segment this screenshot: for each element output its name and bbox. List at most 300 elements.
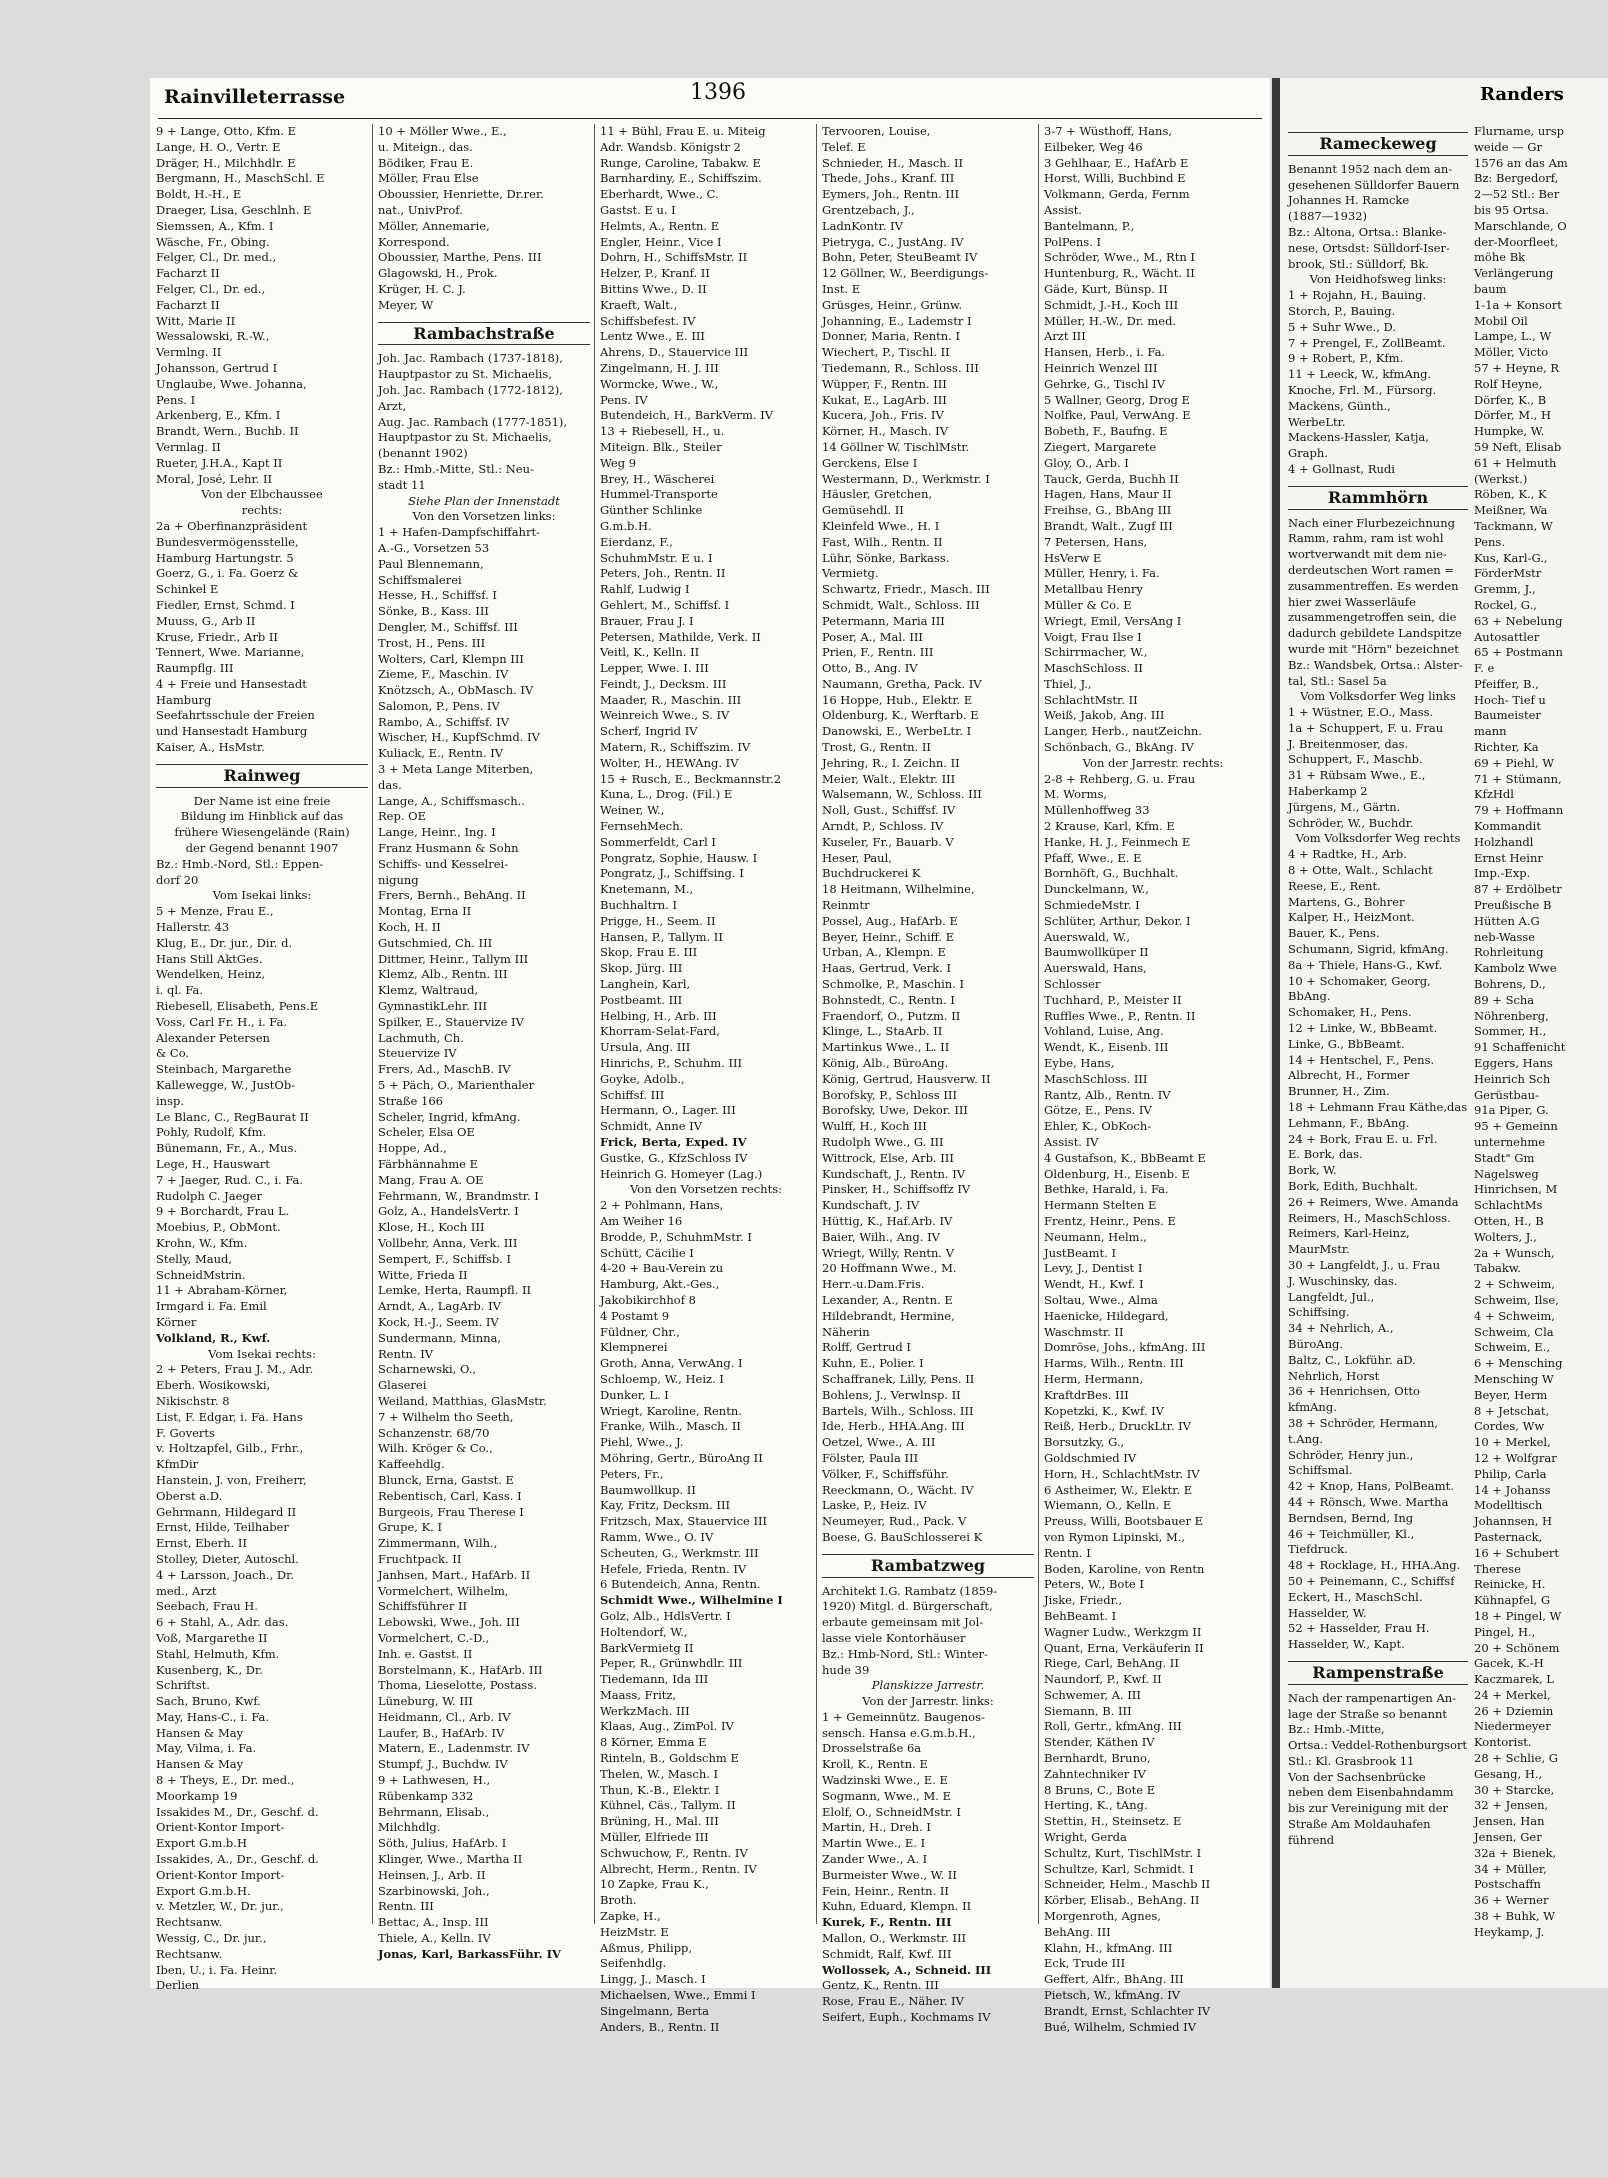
directory-entry: Borofsky, Uwe, Dekor. III [822, 1103, 968, 1118]
directory-entry: bis zur Vereinigung mit der [1288, 1801, 1449, 1816]
directory-entry: lage der Straße so benannt [1288, 1706, 1448, 1721]
directory-entry: F. e [1474, 661, 1495, 676]
directory-entry: hier zwei Wasserläufe [1288, 594, 1416, 609]
directory-entry: Nikischstr. 8 [156, 1393, 230, 1408]
directory-entry: Glaserei [378, 1378, 427, 1393]
directory-entry: 14 + Johanss [1474, 1482, 1551, 1497]
directory-entry: Schröder, Wwe., M., Rtn I [1044, 250, 1195, 265]
directory-entry: 5 Wallner, Georg, Drog E [1044, 392, 1190, 407]
directory-entry: 5 + Päch, O., Marienthaler [378, 1078, 535, 1093]
directory-entry: Mang, Frau A. OE [378, 1172, 484, 1187]
directory-entry: Schirrmacher, W., [1044, 645, 1148, 660]
directory-entry: Geffert, Alfr., BhAng. III [1044, 1972, 1184, 1987]
directory-entry: Steuervize IV [378, 1046, 457, 1061]
directory-entry: Wulff, H., Koch III [822, 1119, 927, 1134]
directory-entry: Schlüter, Arthur, Dekor. I [1044, 913, 1191, 928]
directory-entry: Hansen, Herb., i. Fa. [1044, 345, 1166, 360]
directory-entry: Wriegt, Willy, Rentn. V [822, 1245, 955, 1260]
directory-entry: Von der Jarrestr. rechts: [1082, 755, 1224, 770]
directory-entry: Scheler, Elsa OE [378, 1125, 475, 1140]
directory-entry: 20 Hoffmann Wwe., M. [822, 1261, 957, 1276]
directory-entry: Schwemer, A. III [1044, 1687, 1141, 1702]
directory-entry: Kuhn, Eduard, Klempn. II [822, 1899, 972, 1914]
directory-entry: Schiffsing. [1288, 1305, 1350, 1320]
directory-entry: Bittins Wwe., D. II [600, 281, 707, 296]
directory-entry: Vom Volksdorfer Weg rechts [1295, 831, 1461, 846]
directory-entry: Söth, Julius, HafArb. I [378, 1836, 507, 1851]
directory-entry: Kraeft, Walt., [600, 297, 678, 312]
directory-entry: Knoche, Frl. M., Fürsorg. [1288, 382, 1437, 397]
directory-entry: Gremm, J., [1474, 582, 1536, 597]
directory-entry: Johannes H. Ramcke [1288, 193, 1410, 208]
directory-entry: Kleinfeld Wwe., H. I [822, 518, 940, 533]
directory-entry: Mackens, Günth., [1288, 398, 1391, 413]
directory-entry: Arndt, A., LagArb. IV [378, 1299, 501, 1314]
directory-entry: Ernst, Eberh. II [156, 1536, 247, 1551]
directory-entry: 2-8 + Rehberg, G. u. Frau [1044, 771, 1196, 786]
street-heading: Rambachstraße [378, 322, 590, 346]
directory-entry: Möller, Victo [1474, 345, 1549, 360]
directory-entry: Vormelchert, C.-D., [378, 1630, 490, 1645]
directory-entry: Kühnel, Cäs., Tallym. II [600, 1798, 736, 1813]
directory-entry: Korrespond. [378, 234, 450, 249]
directory-entry: 8 Bruns, C., Bote E [1044, 1782, 1156, 1797]
directory-entry: Postschaffn [1474, 1877, 1541, 1892]
directory-entry: 3 + Meta Lange Miterben, [378, 762, 534, 777]
directory-entry: Skop, Jürg. III [600, 961, 683, 976]
directory-entry: möhe Bk [1474, 250, 1526, 265]
directory-entry: Hasselder, W., Kapt. [1288, 1637, 1405, 1652]
directory-entry: Herr.-u.Dam.Fris. [822, 1277, 925, 1292]
directory-entry: Schröder, Henry jun., [1288, 1447, 1414, 1462]
directory-entry: Prigge, H., Seem. II [600, 913, 716, 928]
directory-entry: Klahn, H., kfmAng. III [1044, 1940, 1173, 1955]
directory-entry: Lingg, J., Masch. I [600, 1972, 706, 1987]
directory-entry: erbaute gemeinsam mit Jol- [822, 1615, 984, 1630]
running-head-street: Rainvilleterrasse [164, 86, 346, 108]
directory-entry: Pens. IV [600, 392, 648, 407]
directory-entry: Schweim, Ilse, [1474, 1292, 1559, 1307]
directory-entry: Reeckmann, O., Wächt. IV [822, 1482, 974, 1497]
directory-entry: Hauptpastor zu St. Michaelis, [378, 430, 552, 445]
directory-entry: Rudolph Wwe., G. III [822, 1135, 944, 1149]
directory-entry: Imp.-Exp. [1474, 866, 1531, 881]
column-divider [816, 124, 817, 1924]
directory-entry: Assist. [1044, 202, 1082, 217]
directory-entry: Dunker, L. I [600, 1387, 669, 1402]
directory-entry: Bergmann, H., MaschSchl. E [156, 171, 325, 186]
directory-entry: Kuliack, E., Rentn. IV [378, 746, 504, 761]
directory-entry: 5 + Suhr Wwe., D. [1288, 319, 1397, 334]
directory-entry: Johanning, E., Lademstr I [822, 313, 972, 328]
directory-entry: Lange, A., Schiffsmasch.. [378, 793, 525, 808]
directory-entry: Marschlande, O [1474, 218, 1567, 233]
directory-entry: Wessalowski, R.-W., [156, 329, 270, 344]
directory-entry: Horst, Willi, Buchbind E [1044, 171, 1186, 186]
directory-entry: Götze, E., Pens. IV [1044, 1103, 1152, 1118]
directory-entry: Rockel, G., [1474, 597, 1537, 612]
directory-entry: Baier, Wilh., Ang. IV [822, 1229, 940, 1244]
directory-entry: tal, Stl.: Sasel 5a [1288, 673, 1387, 688]
directory-entry: Le Blanc, C., RegBaurat II [156, 1109, 309, 1124]
directory-entry: Schmidt, J.-H., Koch III [1044, 297, 1179, 312]
directory-entry: 6 Butendeich, Anna, Rentn. [600, 1577, 761, 1592]
directory-entry: lasse viele Kontorhäuser [822, 1630, 966, 1645]
directory-entry: Huntenburg, R., Wächt. II [1044, 266, 1195, 281]
directory-entry: Reimers, H., MaschSchloss. [1288, 1210, 1451, 1225]
directory-entry: Ursula, Ang. III [600, 1040, 691, 1055]
directory-entry: dorf 20 [156, 872, 199, 887]
directory-entry: Schwartz, Friedr., Masch. III [822, 582, 990, 597]
directory-entry: nat., UnivProf. [378, 202, 463, 217]
directory-entry: Laske, P., Heiz. IV [822, 1498, 927, 1513]
directory-entry: Scheler, Ingrid, kfmAng. [378, 1109, 521, 1124]
directory-entry: Jonas, Karl, BarkassFühr. IV [378, 1946, 561, 1961]
directory-page [150, 78, 1270, 2034]
directory-entry: Lange, Heinr., Ing. I [378, 825, 496, 840]
directory-entry: 14 + Hentschel, F., Pens. [1288, 1052, 1435, 1067]
directory-entry: Schlosser [1044, 977, 1101, 992]
directory-entry: Bz.: Hmb.-Mitte, [1288, 1722, 1385, 1737]
directory-entry: Soltau, Wwe., Alma [1044, 1292, 1158, 1307]
directory-entry: Bohnstedt, C., Rentn. I [822, 992, 955, 1007]
directory-entry: FörderMstr [1474, 566, 1542, 581]
directory-entry: Stender, Käthen IV [1044, 1735, 1155, 1750]
directory-entry: Johannsen, H [1474, 1514, 1553, 1529]
directory-entry: Lebowski, Wwe., Joh. III [378, 1615, 520, 1630]
directory-entry: Frers, Ad., MaschB. IV [378, 1062, 511, 1077]
directory-entry: 91 Schaffenicht [1474, 1040, 1566, 1055]
directory-entry: mann [1474, 724, 1507, 739]
directory-entry: Mackens-Hassler, Katja, [1288, 430, 1429, 445]
directory-entry: Dörfer, M., H [1474, 408, 1552, 423]
directory-entry: Westermann, D., Werkmstr. I [822, 471, 990, 486]
directory-entry: 11 + Abraham-Körner, [156, 1283, 288, 1298]
directory-entry: Der Name ist eine freie [193, 793, 331, 808]
directory-entry: Witt, Marie II [156, 313, 236, 328]
directory-entry: Khorram-Selat-Fard, [600, 1024, 720, 1039]
directory-entry: Raumpflg. III [156, 661, 234, 676]
directory-entry: Iben, U., i. Fa. Heinr. [156, 1962, 278, 1977]
directory-entry: 8 + Jetschat, [1474, 1403, 1550, 1418]
directory-entry: Milchhdlg. [378, 1820, 441, 1835]
adjacent-page [1272, 78, 1608, 1988]
directory-entry: Zahntechniker IV [1044, 1766, 1146, 1781]
directory-entry: Schütt, Cäcilie I [600, 1245, 694, 1260]
directory-entry: Reinmtr [822, 898, 870, 913]
directory-entry: Draeger, Lisa, Geschlnh. E [156, 202, 312, 217]
directory-entry: G.m.b.H. [600, 518, 652, 533]
directory-entry: Knötzsch, A., ObMasch. IV [378, 683, 534, 698]
directory-entry: Bohn, Peter, SteuBeamt IV [822, 250, 978, 265]
directory-entry: neb-Wasse [1474, 929, 1536, 944]
directory-entry: Bernhardt, Bruno, [1044, 1751, 1151, 1766]
directory-entry: Ramm, Wwe., O. IV [600, 1529, 714, 1544]
directory-entry: Helzer, P., Kranf. II [600, 266, 710, 281]
directory-entry: Auerswald, Hans, [1044, 961, 1147, 976]
directory-entry: Riebesell, Elisabeth, Pens.E [156, 999, 319, 1014]
directory-entry: Schiffsbefest. IV [600, 313, 696, 328]
directory-entry: 59 Neft, Elisab [1474, 439, 1562, 454]
directory-entry: Hallerstr. 43 [156, 920, 230, 935]
directory-entry: Voigt, Frau Ilse I [1044, 629, 1142, 644]
directory-entry: Brandt, Wern., Buchb. II [156, 424, 299, 439]
directory-entry: Adr. Wandsb. Königstr 2 [600, 139, 741, 154]
directory-entry: Brunner, H., Zim. [1288, 1084, 1390, 1099]
directory-entry: Pens. I [156, 392, 196, 407]
directory-entry: Felger, Cl., Dr. ed., [156, 281, 266, 296]
directory-entry: zusammentreffen. Es werden [1288, 578, 1459, 593]
directory-entry: WerkzMach. III [600, 1703, 690, 1718]
directory-entry: Schröder, W., Buchdr. [1288, 815, 1414, 830]
directory-entry: Export G.m.b.H. [156, 1883, 251, 1898]
directory-entry: Siemann, B. III [1044, 1703, 1132, 1718]
directory-entry: Rechtsanw. [156, 1946, 223, 1961]
directory-entry: Gutschmied, Ch. III [378, 935, 493, 950]
directory-entry: Gacek, K.-H [1474, 1656, 1544, 1671]
directory-entry: Oetzel, Wwe., A. III [822, 1435, 936, 1450]
directory-entry: Hanke, H. J., Feinmech E [1044, 834, 1191, 849]
directory-entry: 12 + Linke, W., BbBeamt. [1288, 1021, 1438, 1036]
directory-entry: Borofsky, P., Schloss III [822, 1087, 957, 1102]
directory-entry: Klinger, Wwe., Martha II [378, 1852, 523, 1867]
directory-entry: Bz.: Hmb-Nord, Stl.: Winter- [822, 1646, 988, 1661]
directory-entry: Jehring, R., I. Zeichn. II [822, 755, 960, 770]
directory-entry: Unglaube, Wwe. Johanna, [156, 376, 307, 391]
directory-entry: Brandt, Walt., Zugf III [1044, 518, 1173, 533]
directory-entry: Laufer, B., HafArb. IV [378, 1725, 505, 1740]
directory-entry: Zander Wwe., A. I [822, 1852, 928, 1867]
directory-entry: Fast, Wilh., Rentn. II [822, 534, 943, 549]
directory-entry: 2a + Oberfinanzpräsident [156, 518, 308, 533]
directory-entry: Tervooren, Louise, [822, 124, 931, 138]
directory-entry: Oldenburg, H., Eisenb. E [1044, 1166, 1190, 1181]
directory-entry: 42 + Knop, Hans, PolBeamt. [1288, 1479, 1454, 1494]
directory-entry: Dörfer, K., B [1474, 392, 1547, 407]
directory-entry: List, F. Edgar, i. Fa. Hans [156, 1409, 303, 1424]
directory-entry: 15 + Rusch, E., Beckmannstr.2 [600, 771, 782, 786]
directory-entry: 6 Astheimer, W., Elektr. E [1044, 1482, 1193, 1497]
directory-entry: Haberkamp 2 [1288, 784, 1368, 799]
directory-entry: Von der Elbchaussee [201, 487, 323, 502]
directory-entry: Schmidt, Ralf, Kwf. III [822, 1946, 952, 1961]
directory-entry: Wriegt, Emil, VersAng I [1044, 613, 1182, 628]
directory-entry: Oberst a.D. [156, 1488, 223, 1503]
directory-entry: Wendt, H., Kwf. I [1044, 1277, 1144, 1292]
column-divider [1038, 124, 1039, 1924]
directory-entry: Thede, Johs., Kranf. III [822, 171, 955, 186]
directory-entry: Vohland, Luise, Ang. [1044, 1024, 1164, 1039]
street-heading: Rameckeweg [1288, 132, 1468, 156]
directory-entry: Kruse, Friedr., Arb II [156, 629, 278, 644]
directory-entry: Stahl, Helmuth, Kfm. [156, 1646, 280, 1661]
directory-entry: Thiele, A., Kelln. IV [378, 1931, 491, 1946]
directory-entry: May, Vilma, i. Fa. [156, 1741, 257, 1756]
directory-entry: Rübenkamp 332 [378, 1788, 474, 1803]
directory-entry: Feindt, J., Decksm. III [600, 676, 727, 691]
directory-entry: 10 + Schomaker, Georg, [1288, 973, 1431, 988]
directory-entry: Schiffs- und Kesselrei- [378, 856, 509, 871]
directory-entry: 9 + Lange, Otto, Kfm. E [156, 124, 297, 138]
directory-entry: Peper, R., Grünwhdlr. III [600, 1656, 743, 1671]
directory-entry: Matern, R., Schiffszim. IV [600, 740, 751, 755]
directory-entry: Hoch- Tief u [1474, 692, 1546, 707]
directory-entry: Telef. E [822, 139, 866, 154]
directory-entry: Baumwollküper II [1044, 945, 1149, 960]
directory-entry: 9 + Robert, P., Kfm. [1288, 351, 1404, 366]
directory-entry: 3 Gehlhaar, E., HafArb E [1044, 155, 1189, 170]
directory-entry: Bornhöft, G., Buchhalt. [1044, 866, 1179, 881]
directory-entry: 38 + Buhk, W [1474, 1909, 1555, 1924]
directory-entry: Hefele, Frieda, Rentn. IV [600, 1561, 747, 1576]
directory-entry: Bantelmann, P., [1044, 218, 1135, 233]
directory-entry: Jakobikirchhof 8 [600, 1292, 696, 1307]
directory-entry: Färbhännahme E [378, 1157, 479, 1171]
directory-entry: Eybe, Hans, [1044, 1056, 1115, 1071]
directory-entry: Issakides M., Dr., Geschf. d. [156, 1804, 319, 1819]
directory-entry: Bz: Bergedorf, [1474, 171, 1559, 186]
directory-entry: Lüneburg, W. III [378, 1694, 473, 1709]
directory-entry: Weiland, Matthias, GlasMstr. [378, 1393, 547, 1408]
directory-entry: Montag, Erna II [378, 904, 472, 919]
directory-entry: Aug. Jac. Rambach (1777-1851), [378, 414, 568, 429]
directory-entry: 2—52 Stl.: Ber [1474, 187, 1560, 202]
directory-entry: Harms, Wilh., Rentn. III [1044, 1356, 1184, 1371]
directory-entry: Hildebrandt, Hermine, [822, 1308, 955, 1323]
directory-entry: Architekt I.G. Rambatz (1859- [822, 1583, 998, 1598]
directory-entry: MaschSchloss. III [1044, 1071, 1148, 1086]
directory-entry: Brandt, Ernst, Schlachter IV [1044, 2003, 1211, 2018]
directory-entry: wurde mit "Hörn" bezeichnet [1288, 641, 1459, 656]
directory-entry: Sönke, B., Kass. III [378, 604, 489, 619]
directory-entry: Bohrens, D., [1474, 977, 1546, 992]
directory-entry: Schmolke, P., Maschin. I [822, 977, 965, 992]
directory-entry: Reinicke, H. [1474, 1577, 1546, 1592]
directory-entry: Gemüsehdl. II [822, 503, 904, 518]
directory-entry: Brüning, H., Mal. III [600, 1814, 719, 1829]
directory-entry: Ide, Herb., HHA.Ang. III [822, 1419, 965, 1434]
directory-entry: Horn, H., SchlachtMstr. IV [1044, 1466, 1200, 1481]
directory-entry: Tauck, Gerda, Buchh II [1044, 471, 1179, 486]
directory-entry: Heinsen, J., Arb. II [378, 1867, 486, 1882]
directory-entry: Vom Isekai rechts: [208, 1346, 316, 1361]
directory-entry: Heinrich G. Homeyer (Lag.) [600, 1166, 763, 1181]
directory-entry: Stumpf, J., Buchdw. IV [378, 1757, 508, 1772]
directory-entry: Schomaker, H., Pens. [1288, 1005, 1412, 1020]
directory-entry: Albrecht, Herm., Rentn. IV [600, 1861, 757, 1876]
directory-entry: Hamburg, Akt.-Ges., [600, 1277, 720, 1292]
directory-entry: Tiedemann, R., Schloss. III [822, 360, 979, 375]
directory-entry: Blunck, Erna, Gastst. E [378, 1472, 514, 1487]
directory-entry: 18 + Pingel, W [1474, 1608, 1562, 1623]
directory-entry: 1-1a + Konsort [1474, 297, 1562, 312]
directory-entry: med., Arzt [156, 1583, 217, 1598]
directory-entry: Storch, P., Bauing. [1288, 303, 1396, 318]
directory-entry: Scherf, Ingrid IV [600, 724, 698, 739]
directory-entry: Siehe Plan der Innenstadt [408, 493, 560, 508]
directory-entry: Füldner, Chr., [600, 1324, 680, 1339]
directory-entry: 6 + Stahl, A., Adr. das. [156, 1615, 289, 1630]
directory-entry: Peters, Joh., Rentn. II [600, 566, 726, 581]
directory-entry: Langhein, Karl, [600, 977, 691, 992]
directory-entry: Fein, Heinr., Rentn. II [822, 1883, 949, 1898]
directory-entry: Pongratz, J., Schiffsing. I [600, 866, 744, 881]
directory-entry: Beyer, Heinr., Schiff. E [822, 929, 955, 944]
directory-entry: 12 + Wolfgrar [1474, 1450, 1557, 1465]
directory-entry: Tackmann, W [1474, 518, 1553, 533]
directory-entry: derdeutschen Wort ramen = [1288, 562, 1454, 577]
directory-entry: Levy, J., Dentist I [1044, 1261, 1143, 1276]
directory-entry: Wiemann, O., Kelln. E [1044, 1498, 1172, 1513]
directory-entry: Schiffsmal. [1288, 1463, 1353, 1478]
directory-entry: Brodde, P., SchuhmMstr. I [600, 1229, 752, 1244]
directory-entry: Anders, B., Rentn. II [600, 2019, 720, 2034]
directory-entry: 46 + Teichmüller, Kl., [1288, 1526, 1415, 1541]
directory-entry: Linke, G., BbBeamt. [1288, 1036, 1405, 1051]
directory-entry: Wollossek, A., Schneid. III [822, 1962, 992, 1977]
directory-entry: Kallewegge, W., JustOb- [156, 1078, 296, 1093]
directory-entry: Röben, K., K [1474, 487, 1547, 502]
directory-entry: Thelen, W., Masch. I [600, 1766, 719, 1781]
directory-entry: Rolf Heyne, [1474, 376, 1543, 391]
directory-entry: Lampe, L., W [1474, 329, 1552, 344]
directory-entry: Hasselder, W. [1288, 1605, 1367, 1620]
directory-entry: dadurch gebildete Landspitze [1288, 626, 1462, 641]
directory-entry: SchneidMstrin. [156, 1267, 246, 1282]
directory-entry: Ahrens, D., Stauervice III [600, 345, 749, 360]
directory-entry: 6 + Mensching [1474, 1356, 1563, 1371]
directory-entry: Janhsen, Mart., HafArb. II [378, 1567, 531, 1582]
directory-entry: Naundorf, P., Kwf. II [1044, 1672, 1162, 1687]
directory-entry: 44 + Rönsch, Wwe. Martha [1288, 1494, 1449, 1509]
directory-entry: Wendt, K., Eisenb. III [1044, 1040, 1169, 1055]
directory-entry: Elolf, O., SchneidMstr. I [822, 1804, 961, 1819]
directory-entry: Weiner, W., [600, 803, 665, 818]
adjacent-column-2 [1474, 124, 1604, 1964]
directory-entry: 48 + Rocklage, H., HHA.Ang. [1288, 1558, 1461, 1573]
directory-entry: 69 + Piehl, W [1474, 755, 1555, 770]
directory-entry: A.-G., Vorsetzen 53 [378, 540, 490, 555]
directory-entry: Möhring, Gertr., BüroAng II [600, 1450, 763, 1465]
directory-entry: 28 + Schlie, G [1474, 1751, 1558, 1766]
directory-entry: Oboussier, Marthe, Pens. III [378, 250, 542, 265]
directory-entry: 18 + Lehmann Frau Käthe,das [1288, 1100, 1468, 1115]
directory-entry: 52 + Hasselder, Frau H. [1288, 1621, 1430, 1636]
directory-entry: 2 + Schweim, [1474, 1277, 1555, 1292]
directory-entry: Heinrich Wenzel III [1044, 360, 1158, 375]
directory-entry: Bork, Edith, Buchhalt. [1288, 1179, 1418, 1193]
directory-entry: 91a Piper, G. [1474, 1103, 1549, 1118]
directory-column-4 [822, 124, 1034, 2025]
directory-entry: Metallbau Henry [1044, 582, 1143, 597]
directory-entry: Helbing, H., Arb. III [600, 1008, 717, 1023]
directory-entry: Holzhandl [1474, 834, 1534, 849]
directory-entry: Orient-Kontor Import- [156, 1867, 285, 1882]
directory-entry: Wiechert, P., Tischl. II [822, 345, 950, 360]
directory-entry: Kontorist. [1474, 1735, 1532, 1750]
directory-entry: Meier, Walt., Elektr. III [822, 771, 956, 786]
directory-entry: 2a + Wunsch, [1474, 1245, 1555, 1260]
directory-entry: Boden, Karoline, von Rentn [1044, 1561, 1205, 1576]
directory-entry: Bethke, Harald, i. Fa. [1044, 1182, 1169, 1197]
directory-entry: Kalper, H., HeizMont. [1288, 910, 1415, 925]
directory-entry: Frick, Berta, Exped. IV [600, 1135, 747, 1149]
directory-entry: Albrecht, H., Former [1288, 1068, 1410, 1083]
directory-entry: 34 + Müller, [1474, 1861, 1547, 1876]
directory-entry: Nagelsweg [1474, 1166, 1539, 1181]
directory-entry: Otten, H., B [1474, 1213, 1544, 1228]
directory-entry: Eckert, H., MaschSchl. [1288, 1589, 1423, 1604]
